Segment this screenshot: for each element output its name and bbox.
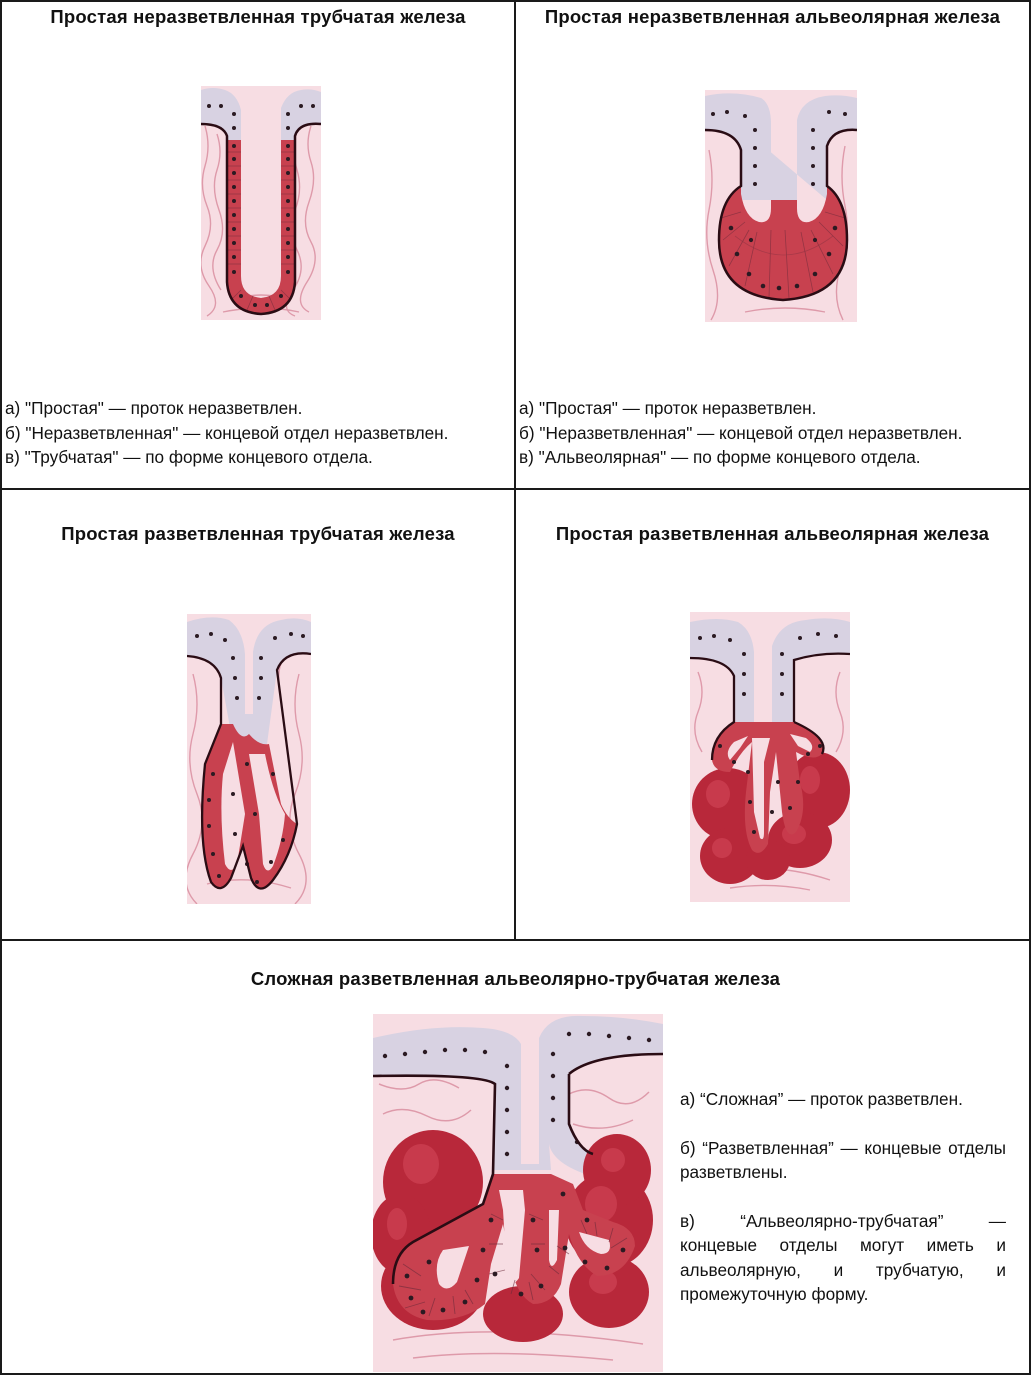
panel-title: Сложная разветвленная альвеолярно-трубчатая железа — [250, 968, 781, 989]
panel-caption — [680, 1087, 1006, 1331]
caption-line-c: в) "Альвеолярная" — по форме концевого отдела. — [519, 447, 921, 467]
caption-line-a: а) "Простая" — проток неразветвлен. — [5, 398, 303, 418]
caption-line-b: б) “Разветвленная” — концевые отделы разветвлены. — [680, 1137, 1006, 1182]
branched-tubular-gland-illustration — [187, 614, 311, 904]
branched-alveolar-gland-illustration — [690, 612, 850, 902]
panel-simple-unbranched-tubular — [0, 0, 516, 490]
panel-simple-branched-tubular — [0, 488, 516, 941]
panel-caption — [519, 396, 1027, 470]
caption-line-a: а) “Сложная” — проток разветвлен. — [680, 1089, 963, 1109]
tubular-gland-illustration — [201, 86, 321, 320]
panel-caption — [5, 396, 512, 470]
caption-line-c: в) "Трубчатая" — по форме концевого отдела. — [5, 447, 373, 467]
panel-title: Простая разветвленная трубчатая железа — [61, 523, 455, 544]
panel-compound-branched-alveolar-tubular — [0, 939, 1031, 1375]
panel-simple-branched-alveolar — [514, 488, 1031, 941]
caption-line-b: б) "Неразветвленная" — концевой отдел неразветвлен. — [5, 422, 449, 443]
panel-title: Простая неразветвленная трубчатая железа — [50, 6, 466, 27]
compound-gland-illustration — [373, 1014, 663, 1372]
panel-title: Простая неразветвленная альвеолярная железа — [544, 6, 1001, 27]
caption-line-c: в) “Альвеолярно-трубчатая” — концевые отделы могут иметь и альвеолярную, и трубчатую, и промежуточную форму. — [680, 1210, 1006, 1304]
alveolus — [719, 186, 847, 300]
panel-simple-unbranched-alveolar — [514, 0, 1031, 490]
caption-line-b: б) "Неразветвленная" — концевой отдел неразветвлен. — [519, 422, 963, 443]
panel-title: Простая разветвленная альвеолярная железа — [555, 523, 990, 544]
alveolar-gland-illustration — [705, 90, 857, 322]
caption-line-a: а) "Простая" — проток неразветвлен. — [519, 398, 817, 418]
